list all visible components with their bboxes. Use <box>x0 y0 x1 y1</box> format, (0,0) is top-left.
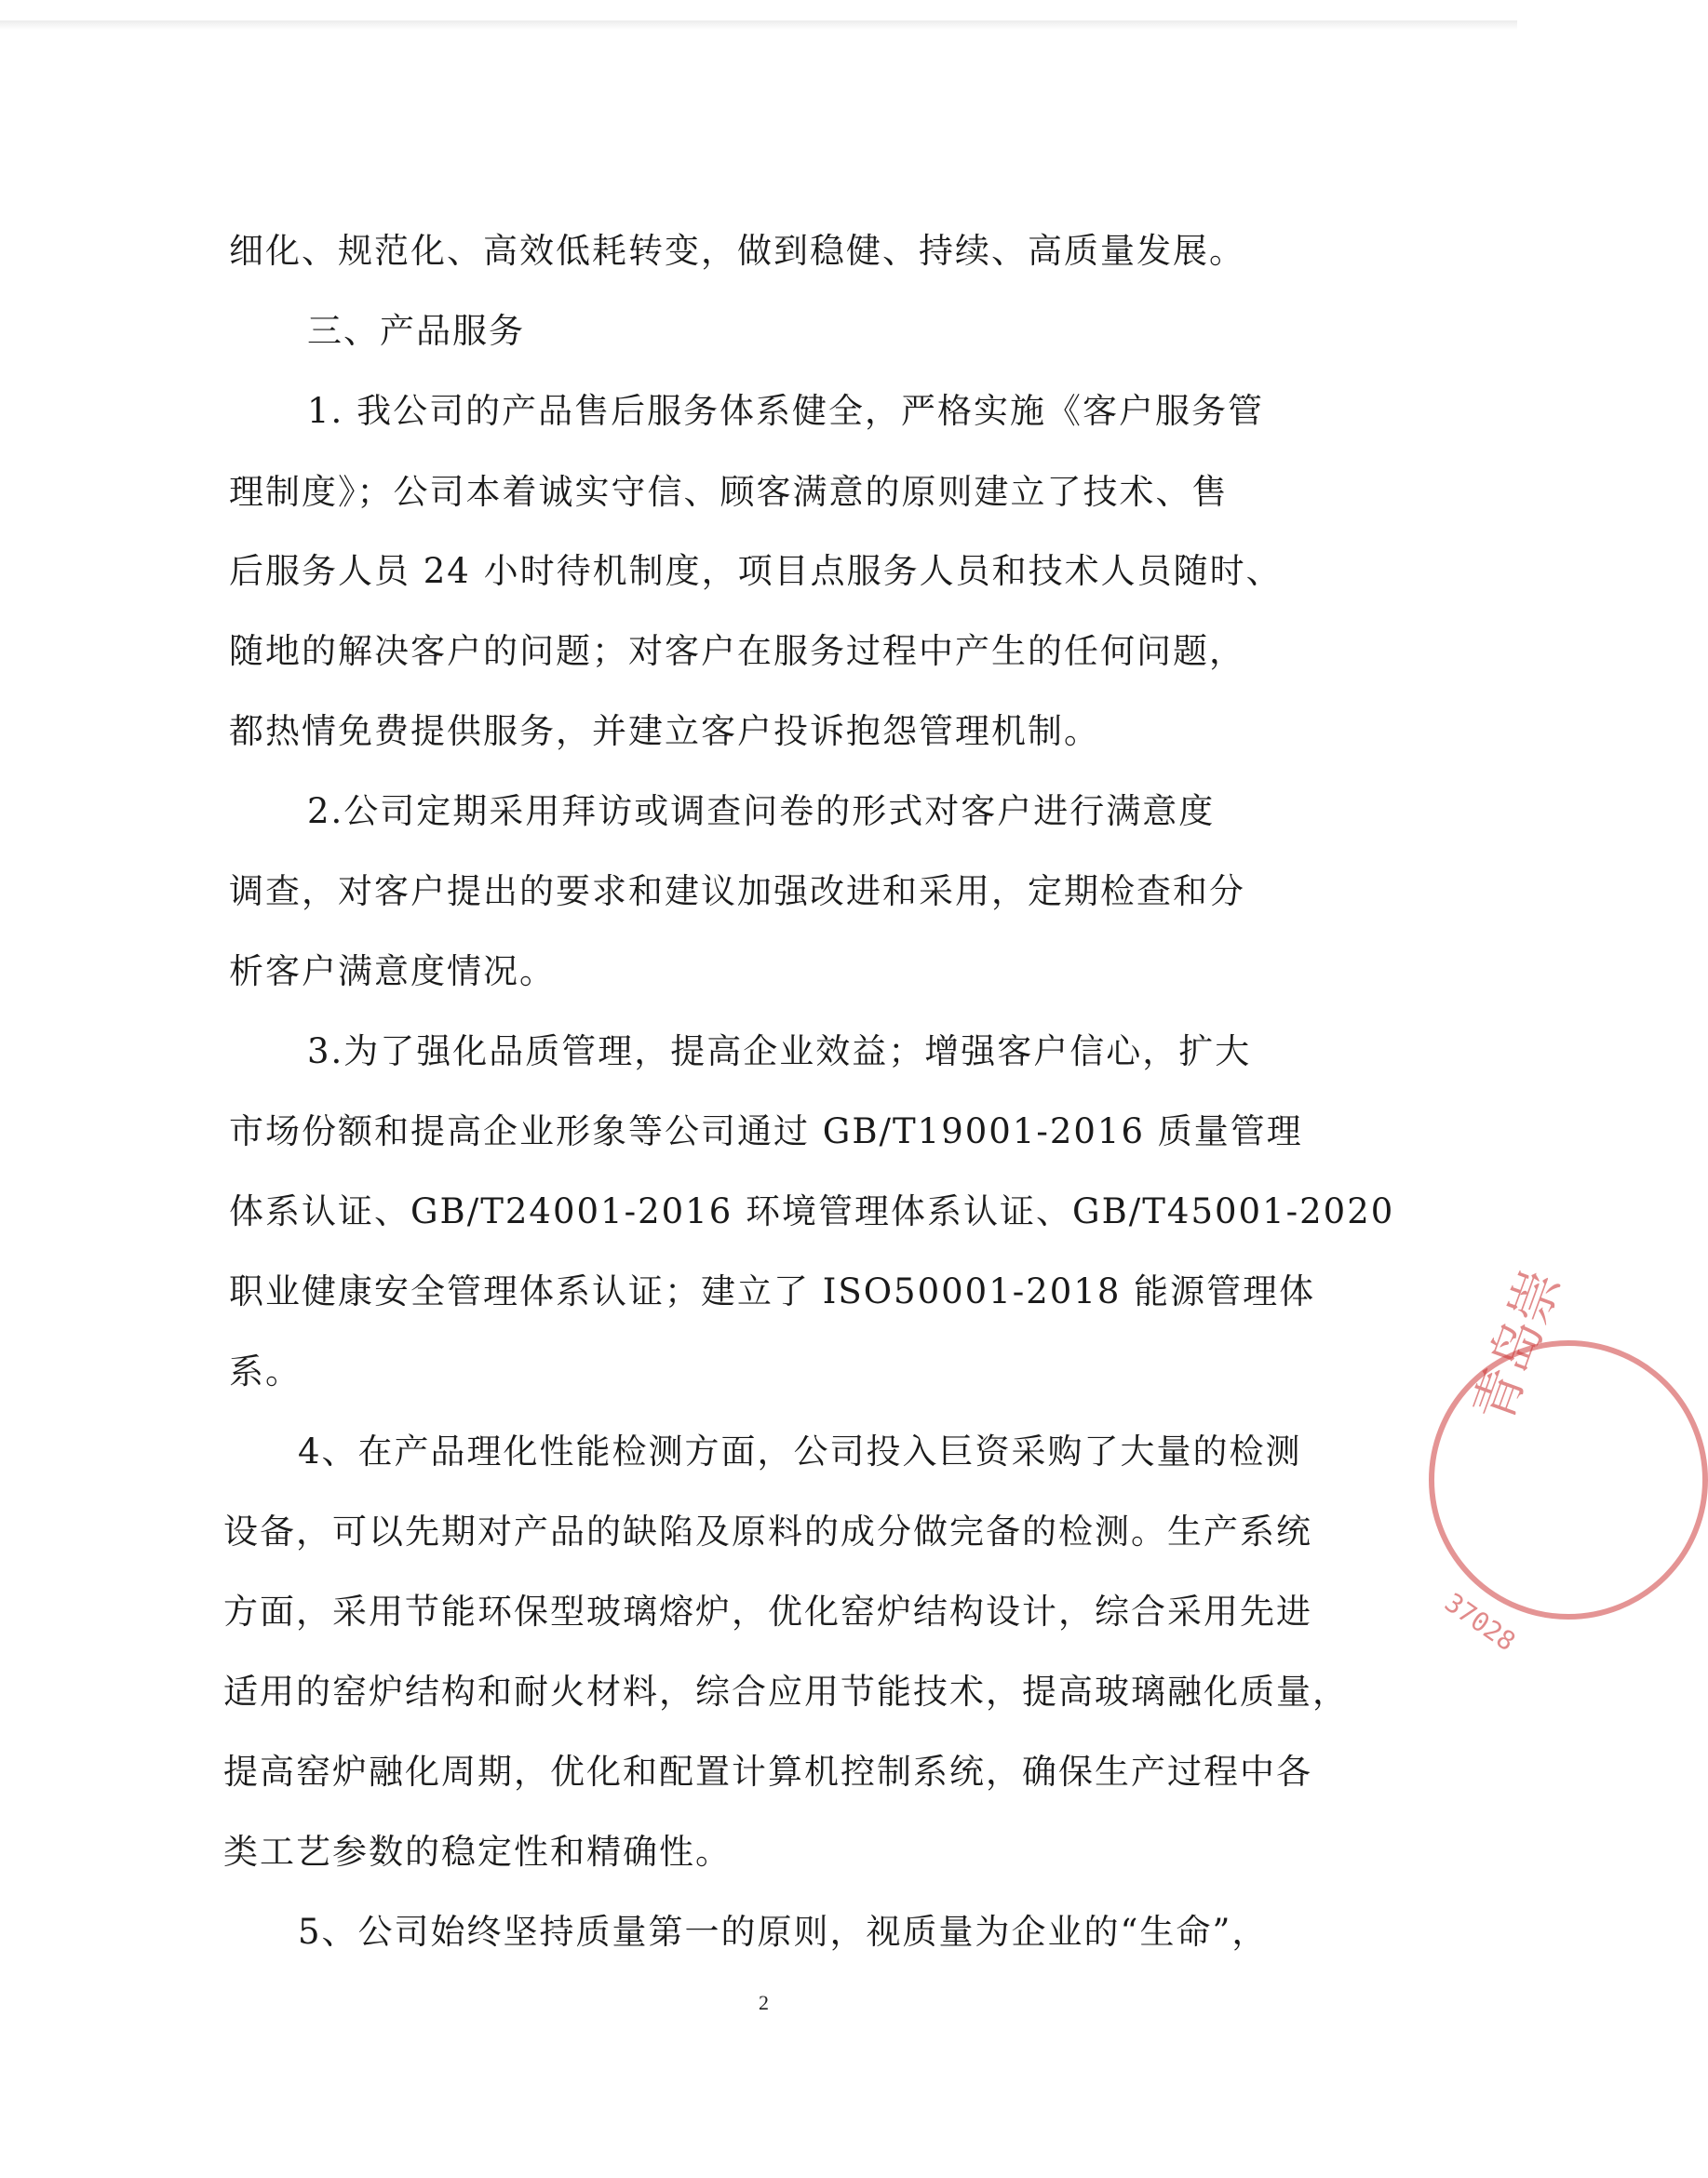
text-line: 3.为了强化品质管理，提高企业效益；增强客户信心，扩大 <box>307 1031 1252 1071</box>
text-line: 提高窑炉融化周期，优化和配置计算机控制系统，确保生产过程中各 <box>223 1752 1312 1792</box>
text-line: 析客户满意度情况。 <box>229 951 556 991</box>
text-line: 后服务人员 24 小时待机制度，项目点服务人员和技术人员随时、 <box>229 551 1283 591</box>
text-line: 系。 <box>229 1351 302 1392</box>
text-line: 设备，可以先期对产品的缺陷及原料的成分做完备的检测。生产系统 <box>223 1512 1312 1552</box>
text-line: 随地的解决客户的问题；对客户在服务过程中产生的任何问题， <box>229 631 1245 671</box>
text-line: 适用的窑炉结构和耐火材料，综合应用节能技术，提高玻璃融化质量， <box>223 1672 1349 1712</box>
company-seal-code: 37028 <box>1439 1587 1522 1658</box>
text-line: 方面，采用节能环保型玻璃熔炉，优化窑炉结构设计，综合采用先进 <box>223 1592 1312 1632</box>
text-line: 理制度》；公司本着诚实守信、顾客满意的原则建立了技术、售 <box>229 472 1229 512</box>
text-line: 市场份额和提高企业形象等公司通过 GB/T19001-2016 质量管理 <box>229 1111 1303 1151</box>
text-line: 2.公司定期采用拜访或调查问卷的形式对客户进行满意度 <box>307 791 1216 831</box>
text-line: 都热情免费提供服务，并建立客户投诉抱怨管理机制。 <box>229 711 1100 751</box>
text-line: 4、在产品理化性能检测方面，公司投入巨资采购了大量的检测 <box>298 1432 1302 1472</box>
text-line: 5、公司始终坚持质量第一的原则，视质量为企业的“生命”， <box>298 1912 1269 1952</box>
text-line: 类工艺参数的稳定性和精确性。 <box>223 1832 732 1872</box>
text-line: 体系认证、GB/T24001-2016 环境管理体系认证、GB/T45001-2020 <box>229 1191 1395 1231</box>
text-line: 细化、规范化、高效低耗转变，做到稳健、持续、高质量发展。 <box>229 231 1245 271</box>
text-line: 1. 我公司的产品售后服务体系健全，严格实施《客户服务管 <box>307 391 1265 431</box>
section-heading: 三、产品服务 <box>307 311 525 351</box>
text-line: 职业健康安全管理体系认证；建立了 ISO50001-2018 能源管理体 <box>229 1271 1316 1311</box>
text-line: 调查，对客户提出的要求和建议加强改进和采用，定期检查和分 <box>229 871 1245 911</box>
company-seal-text: 青岛崇 <box>1462 1262 1573 1431</box>
page-number: 2 <box>759 1991 769 2014</box>
